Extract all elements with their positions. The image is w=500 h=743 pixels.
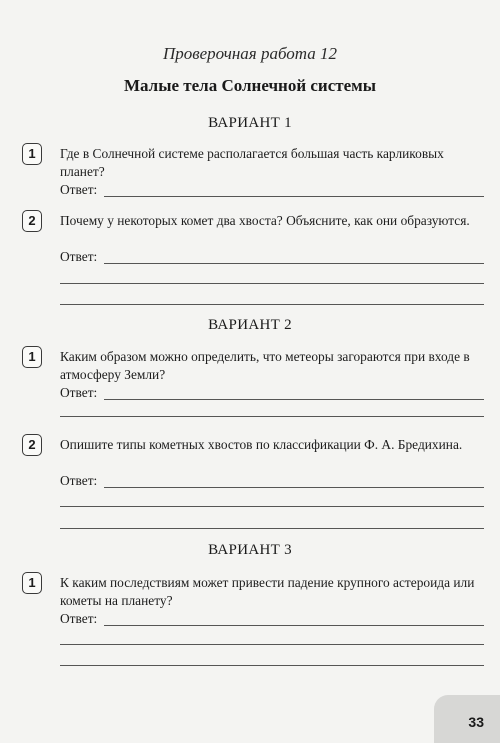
variant-3-task-1: [22, 572, 484, 672]
answer-label: Ответ:: [60, 611, 98, 626]
task-question: К каким последствиям может привести падение крупного астероида или кометы на планету?: [60, 575, 475, 608]
task-number-badge: 1: [22, 143, 42, 165]
task-question: Каким образом можно определить, что метеоры загораются при входе в атмосферу Земли?: [60, 349, 470, 382]
task-question: Почему у некоторых комет два хвоста? Объясните, как они образуются.: [60, 213, 470, 228]
variant-3-heading: ВАРИАНТ 3: [208, 542, 292, 558]
task-question: Где в Солнечной системе располагается большая часть карликовых планет?: [60, 146, 444, 179]
answer-line[interactable]: [104, 263, 484, 264]
answer-line[interactable]: [60, 416, 484, 417]
variant-2-heading: ВАРИАНТ 2: [208, 317, 292, 333]
answer-line[interactable]: [104, 196, 484, 197]
answer-label: Ответ:: [60, 385, 98, 400]
answer-line[interactable]: [60, 665, 484, 666]
answer-line[interactable]: [104, 487, 484, 488]
answer-label: Ответ:: [60, 249, 98, 264]
answer-line[interactable]: [60, 506, 484, 507]
answer-line[interactable]: [104, 399, 484, 400]
answer-line[interactable]: [60, 644, 484, 645]
task-number-badge: 2: [22, 434, 42, 456]
variant-1-heading: ВАРИАНТ 1: [208, 115, 292, 131]
topic-title: Малые тела Солнечной системы: [123, 76, 377, 95]
page-corner-tab: [434, 695, 500, 743]
page-number: 33: [468, 714, 484, 730]
task-question: Опишите типы кометных хвостов по классификации Ф. А. Бредихина.: [60, 437, 463, 452]
answer-field[interactable]: [60, 610, 484, 628]
variant-1-task-1: [22, 143, 484, 203]
answer-field[interactable]: [60, 181, 484, 199]
answer-line[interactable]: [104, 625, 484, 626]
variant-1-task-2: [22, 210, 484, 310]
variant-2-task-2: [22, 434, 484, 534]
answer-line[interactable]: [60, 304, 484, 305]
answer-field[interactable]: [60, 472, 484, 490]
answer-label: Ответ:: [60, 473, 98, 488]
task-number-badge: 2: [22, 210, 42, 232]
answer-line[interactable]: [60, 283, 484, 284]
work-title: Проверочная работа 12: [162, 44, 338, 63]
variant-2-task-1: [22, 346, 484, 422]
answer-label: Ответ:: [60, 182, 98, 197]
task-number-badge: 1: [22, 346, 42, 368]
answer-line[interactable]: [60, 528, 484, 529]
answer-field[interactable]: [60, 248, 484, 266]
task-number-badge: 1: [22, 572, 42, 594]
answer-field[interactable]: [60, 384, 484, 402]
